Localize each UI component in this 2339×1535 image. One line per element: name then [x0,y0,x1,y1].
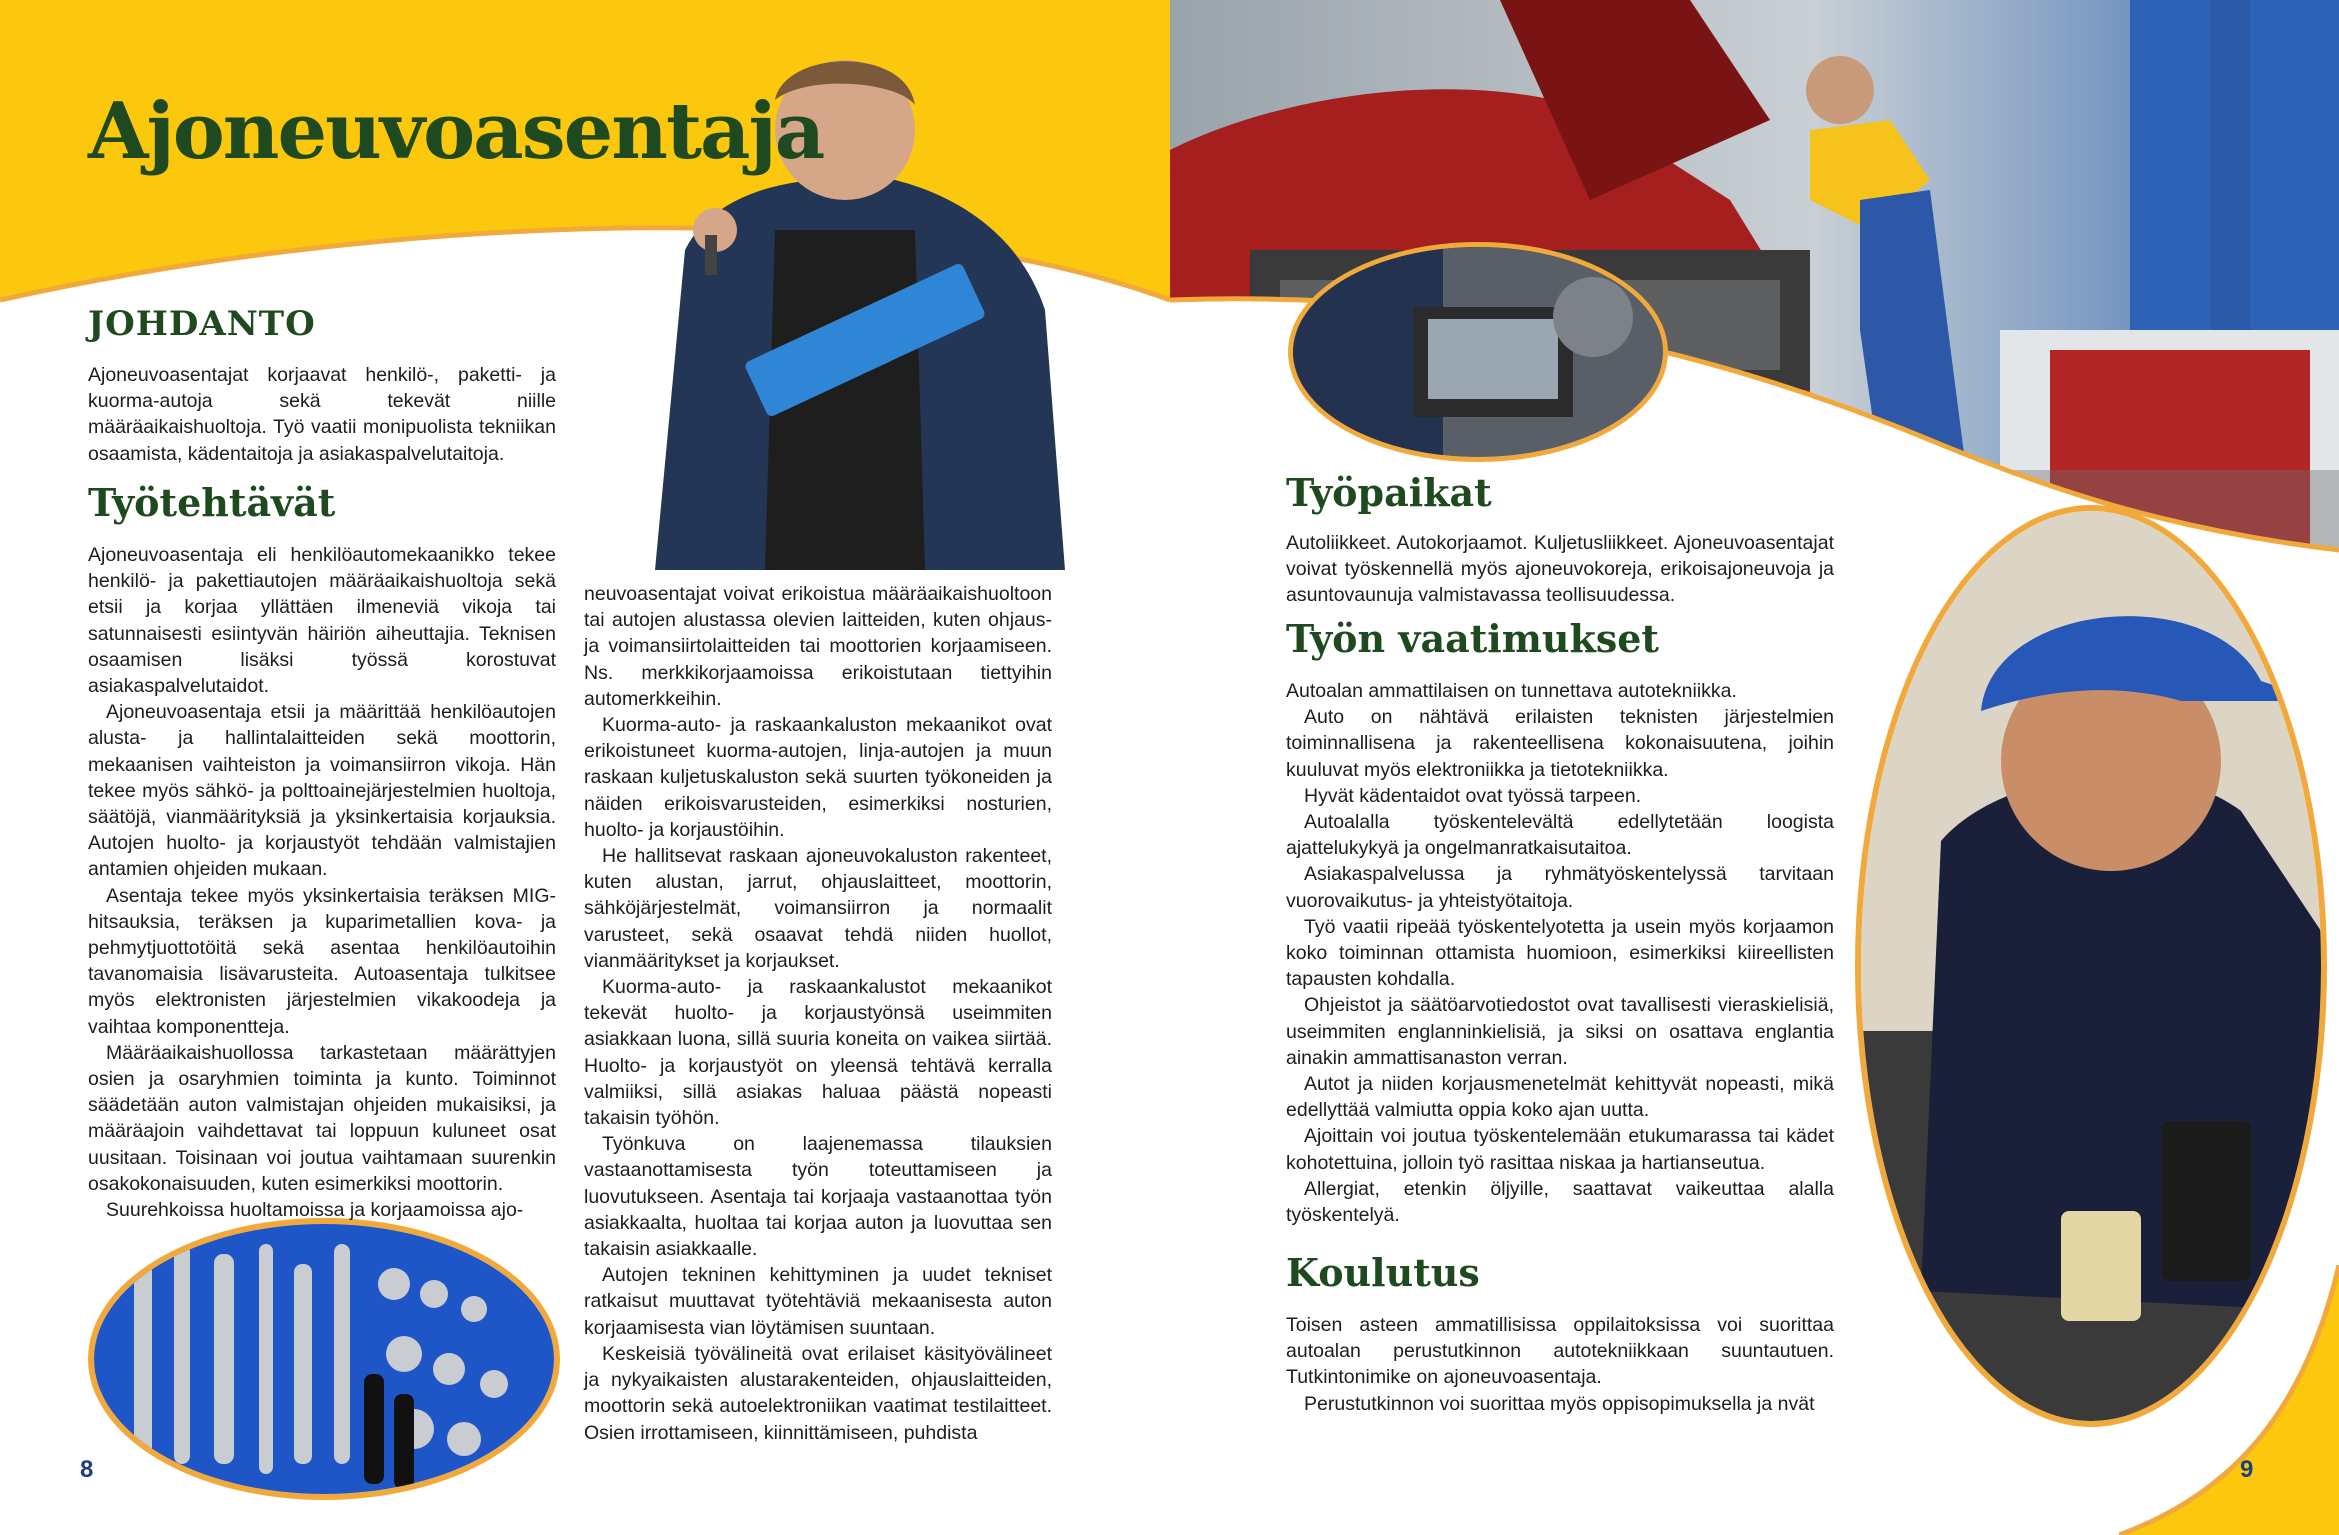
education-heading: Koulutus [1286,1250,1480,1295]
requirements-paragraph: Auto on nähtävä erilaisten teknisten järjestelmien toiminnallisena ja rakenteellisena kokonaisuutena, joihin kuuluvat myös elektroniikka ja tietotekniikka. [1286,706,1834,781]
tasks-heading: Työtehtävät [88,480,336,525]
tasks-paragraph: Suurehkoissa huoltamoissa ja korjaamoissa ajo- [106,1199,524,1222]
tool-kit-photo [88,1218,560,1500]
requirements-paragraph: Ohjeistot ja säätöarvotiedostot ovat tavallisesti vieraskielisiä, useimmiten englanninkielisiä, ja siksi on osattava englantia ainakin ammattisanaston verran. [1286,994,1834,1069]
page-number-left: 8 [80,1456,94,1483]
tasks-paragraph: Asentaja tekee myös yksinkertaisia teräksen MIG-hitsauksia, teräksen ja kuparimetallien kova- ja pehmytjuottotöitä sekä asentaa henkilöautoihin tavanomaisia lisävarusteita. Autoasentaja tulkitsee myös elektronisten järjestelmien vikakoodeja ja vaihtaa komponentteja. [88,884,556,1038]
workplaces-paragraph: Autoliikkeet. Autokorjaamot. Kuljetusliikkeet. Ajoneuvoasentajat voivat työskennellä myös ajoneuvokoreja, erikoisajoneuvoja ja asuntovaunuja valmistavassa teollisuudessa. [1286,532,1834,607]
workplaces-text-block [1286,530,1834,609]
requirements-paragraph: Asiakaspalvelussa ja ryhmätyöskentelyssä tarvitaan vuorovaikutus- ja yhteistyötaitoja. [1286,863,1834,912]
intro-paragraph: Ajoneuvoasentajat korjaavat henkilö-, paketti- ja kuorma-autoja sekä tekevät niille määräaikaishuoltoja. Työ vaatii monipuolista tekniikan osaamista, kädentaitoja ja asiakaspalvelutaitoja. [88,364,556,465]
tasks-paragraph: He hallitsevat raskaan ajoneuvokaluston rakenteet, kuten alustan, jarrut, ohjauslaitteet, moottorin, sähköjärjestelmät, voimansiirron ja normaalit varusteet, sekä osaavat tehdä niiden huollot, vianmääritykset ja korjaukset. [584,845,1052,972]
tasks-paragraph: Ajoneuvoasentaja etsii ja määrittää henkilöautojen alusta- ja hallintalaitteiden sekä moottorin, mekaanisen vaihteiston ja voimansiirron vikoja. Hän tekee myös sähkö- ja polttoainejärjestelmien huoltoja, säätöjä, vianmäärityksiä ja yksinkertaisia korjauksia. Autojen huolto- ja korjaustyöt tehdään valmistajien antamien ohjeiden mukaan. [88,701,556,881]
tasks-paragraph: Ajoneuvoasentaja eli henkilöautomekaanikko tekee henkilö- ja pakettiautojen määräaikaishuoltoja sekä etsii ja korjaa yllättäen ilmeneviä vikoja tai satunnaisesti esiintyvän häiriön aiheuttajia. Teknisen osaamisen lisäksi työssä korostuvat asiakaspalvelutaidot. [88,544,556,698]
requirements-paragraph: Ajoittain voi joutua työskentelemään etukumarassa tai kädet kohotettuina, jolloin työ rasittaa niskaa ja hartianseutua. [1286,1125,1834,1174]
requirements-paragraph: Allergiat, etenkin öljyille, saattavat vaikeuttaa alalla työskentelyä. [1286,1177,1834,1227]
tasks-paragraph: Kuorma-auto- ja raskaankaluston mekaanikot ovat erikoistuneet kuorma-autojen, linja-autojen ja muun raskaan kuljetuskaluston sekä suurten työkoneiden ja näiden erikoisvarusteiden, esimerkiksi nosturien, huolto- ja korjaustöihin. [584,714,1052,841]
requirements-paragraph: Autoalalla työskentelevältä edellytetään loogista ajattelukykyä ja ongelmanratkaisutaitoa. [1286,811,1834,860]
page-number-right: 9 [2240,1456,2254,1483]
tasks-paragraph: Keskeisiä työvälineitä ovat erilaiset käsityövälineet ja nykyaikaisten alustarakenteiden, ohjauslaitteiden, moottorin sekä autoelektroniikan vaatimat testilaitteet. Osien irrottamiseen, kiinnittämiseen, puhdista [584,1342,1052,1444]
tasks-paragraph: neuvoasentajat voivat erikoistua määräaikaishuoltoon tai autojen alustassa olevien laitteiden, kuten ohjaus- ja voimansiirtolaitteiden tai moottorien korjaamiseen. Ns. merkkikorjaamoissa erikoistutaan tiettyihin automerkkeihin. [584,583,1052,710]
intro-text-block [88,362,556,467]
education-paragraph: Toisen asteen ammatillisissa oppilaitoksissa voi suorittaa autoalan perustutkinnon autotekniikkaan suuntautuen. Tutkintonimike on ajoneuvoasentaja. [1286,1314,1834,1389]
requirements-heading: Työn vaatimukset [1286,616,1659,661]
intro-heading: JOHDANTO [88,304,316,344]
tasks-column-1 [88,542,556,1223]
requirements-paragraph: Autoalan ammattilaisen on tunnettava autotekniikka. [1286,680,1737,702]
tasks-paragraph: Autojen tekninen kehittyminen ja uudet tekniset ratkaisut muuttavat työtehtäviä mekaanisesta auton korjaamisesta vian löytämisen suuntaan. [584,1264,1052,1339]
tasks-paragraph: Määräaikaishuollossa tarkastetaan määrättyjen osien ja osaryhmien toiminta ja kunto. Toiminnot säädetään auton valmistajan ohjeiden mukaisiksi, ja määräajoin vaihdettavat tai loppuun kuluneet osat uusitaan. Toisinaan voi joutua vaihtamaan suurenkin osakokonaisuuden, kuten esimerkiksi moottorin. [88,1041,556,1195]
education-paragraph: Perustutkinnon voi suorittaa myös oppisopimuksella ja nvät [1304,1392,1815,1415]
workplaces-heading: Työpaikat [1286,470,1492,515]
requirements-paragraph: Autot ja niiden korjausmenetelmät kehittyvät nopeasti, mikä edellyttää valmiutta oppia koko ajan uutta. [1286,1073,1834,1122]
education-text-block [1286,1312,1834,1417]
laptop-diagnostics-photo [1288,242,1668,462]
smiling-mechanic-photo [1855,505,2327,1427]
requirements-text-block [1286,678,1834,1228]
tasks-paragraph: Työnkuva on laajenemassa tilauksien vastaanottamisesta työn toteuttamiseen ja luovutukseen. Asentaja tai korjaaja vastaanottaa työn asiakkaalta, huoltaa tai korjaa auton ja luovuttaa sen takaisin asiakkaalle. [584,1133,1052,1261]
requirements-paragraph: Työ vaatii ripeää työskentelyotetta ja usein myös korjaamon koko toiminnan ottamista huomioon, esimerkiksi kiireellisten tapausten kohdalla. [1286,915,1834,991]
tasks-paragraph: Kuorma-auto- ja raskaankalustot mekaanikot tekevät huolto- ja korjaustyönsä useimmiten asiakkaan luona, sillä suuria koneita on vaikea siirtää. Huolto- ja korjaustyöt on yleensä tehtävä kerralla valmiiksi, sillä asiakas haluaa päästä nopeasti takaisin työhön. [584,976,1052,1130]
page-title: Ajoneuvoasentaja [88,86,824,177]
requirements-paragraph: Hyvät kädentaidot ovat työssä tarpeen. [1304,784,1642,807]
tasks-column-2 [584,581,1052,1446]
